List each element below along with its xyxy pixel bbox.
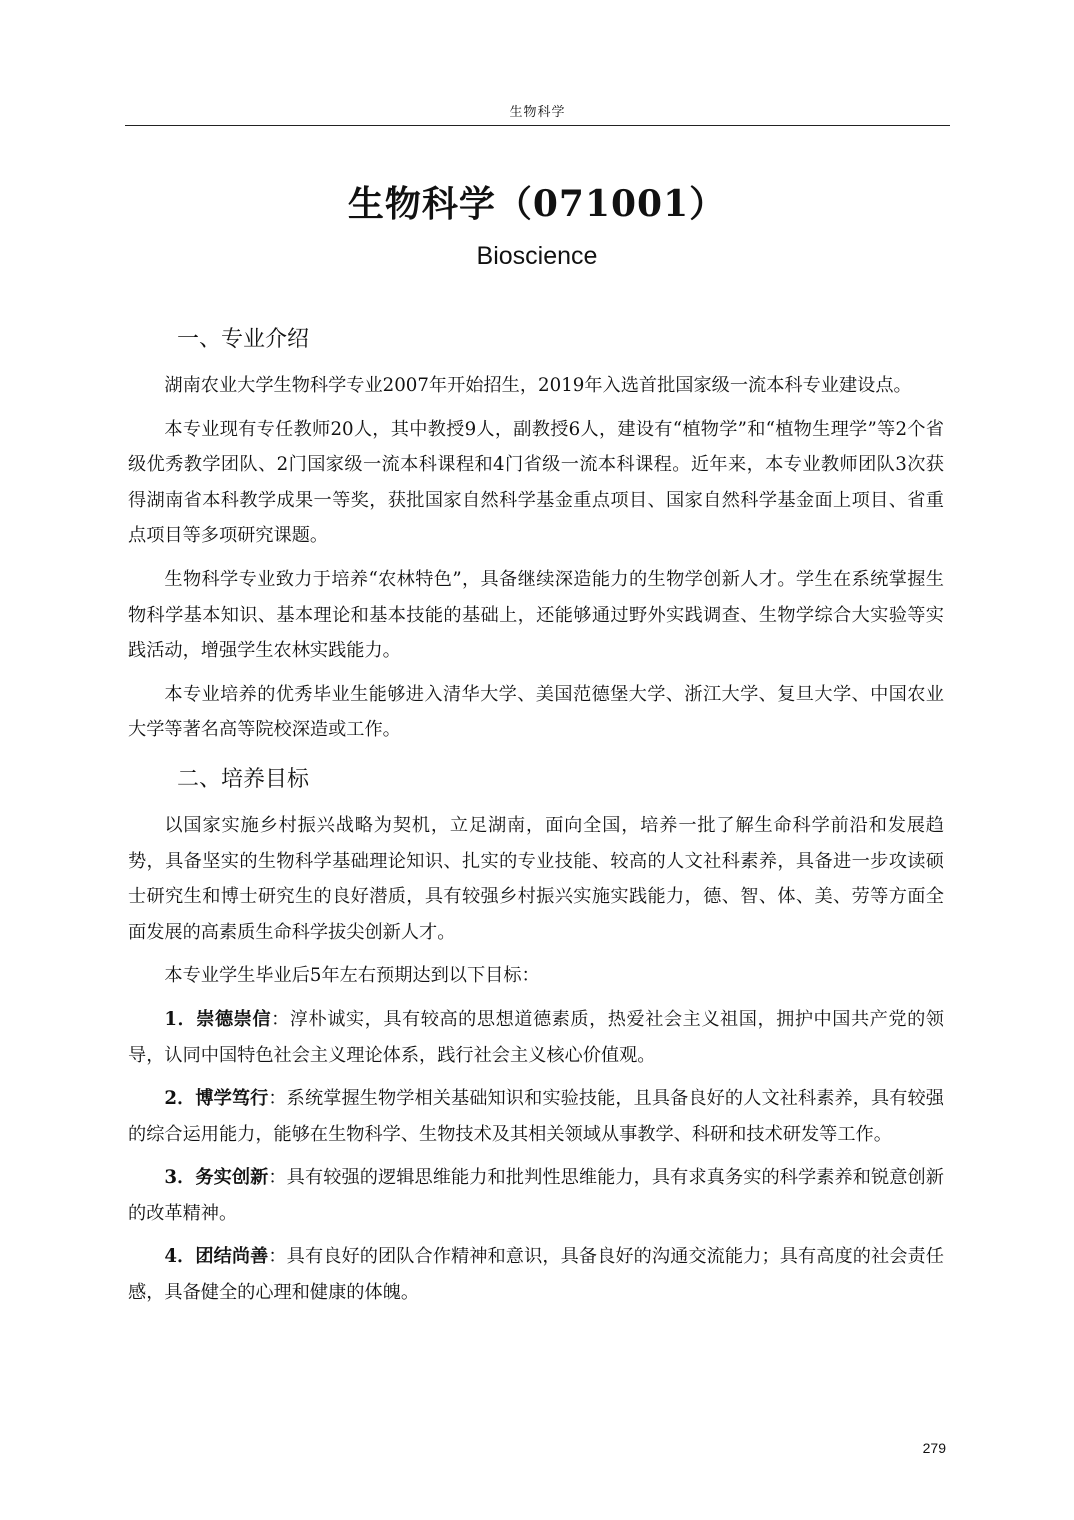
document-body	[128, 320, 944, 1311]
goal-item	[128, 1160, 944, 1231]
goal-text: ：具有良好的团队合作精神和意识，具备良好的沟通交流能力；具有高度的社会责任感，具备健全的心理和健康的体魄。	[128, 1246, 944, 1304]
paragraph: 以国家实施乡村振兴战略为契机，立足湖南，面向全国，培养一批了解生命科学前沿和发展趋势，具备坚实的生物科学基础理论知识、扎实的专业技能、较高的人文社科素养，具备进一步攻读硕士研究生和博士研究生的良好潜质，具有较强乡村振兴实施实践能力，德、智、体、美、劳等方面全面发展的高素质生命科学拔尖创新人才。	[128, 814, 944, 943]
goal-lead: 4．团结尚善	[164, 1246, 269, 1268]
paragraph: 本专业现有专任教师20人，其中教授9人，副教授6人，建设有“植物学”和“植物生理学”等2个省级优秀教学团队、2门国家级一流本科课程和4门省级一流本科课程。近年来，本专业教师团队3次获得湖南省本科教学成果一等奖，获批国家自然科学基金重点项目、国家自然科学基金面上项目、省重点项目等多项研究课题。	[128, 418, 944, 547]
section-introduction	[128, 320, 944, 748]
goal-item	[128, 1081, 944, 1152]
section-heading: 一、专业介绍	[177, 327, 310, 352]
paragraph: 本专业学生毕业后5年左右预期达到以下目标：	[164, 965, 540, 987]
goal-text: ：淳朴诚实，具有较高的思想道德素质，热爱社会主义祖国，拥护中国共产党的领导，认同中国特色社会主义理论体系，践行社会主义核心价值观。	[128, 1008, 944, 1066]
paragraph: 湖南农业大学生物科学专业2007年开始招生，2019年入选首批国家级一流本科专业建设点。	[164, 375, 912, 396]
page-title: 生物科学（071001）	[347, 183, 727, 225]
section-training-objectives	[128, 760, 944, 1311]
goal-item	[128, 1002, 944, 1073]
goal-lead: 1．崇德崇信	[164, 1008, 272, 1030]
paragraph: 生物科学专业致力于培养“农林特色”，具备继续深造能力的生物学创新人才。学生在系统掌握生物科学基本知识、基本理论和基本技能的基础上，还能够通过野外实践调查、生物学综合大实验等实践活动，增强学生农林实践能力。	[128, 568, 944, 662]
goal-item	[128, 1239, 944, 1310]
page-subtitle: Bioscience	[476, 242, 598, 270]
paragraph: 本专业培养的优秀毕业生能够进入清华大学、美国范德堡大学、浙江大学、复旦大学、中国农业大学等著名高等院校深造或工作。	[128, 683, 944, 741]
goal-lead: 3．务实创新	[164, 1167, 269, 1189]
goal-text: ：具有较强的逻辑思维能力和批判性思维能力，具有求真务实的科学素养和锐意创新的改革精神。	[128, 1167, 944, 1224]
section-heading: 二、培养目标	[177, 766, 310, 792]
running-header: 生物科学	[125, 103, 950, 126]
page-number: 279	[922, 1440, 946, 1456]
goal-text: ：系统掌握生物学相关基础知识和实验技能，且具备良好的人文社科素养，具有较强的综合运用能力，能够在生物科学、生物技术及其相关领域从事教学、科研和技术研发等工作。	[128, 1088, 944, 1145]
goal-lead: 2．博学笃行	[164, 1088, 269, 1110]
